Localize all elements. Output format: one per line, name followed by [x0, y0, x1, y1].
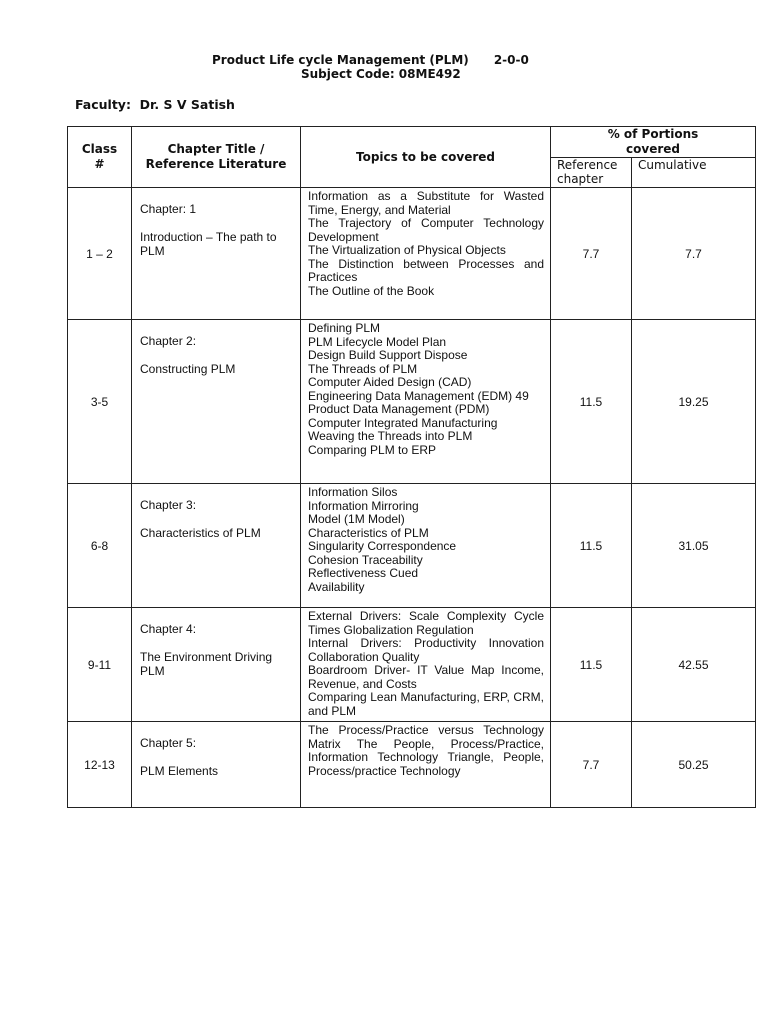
chapter-title: Characteristics of PLM: [140, 526, 261, 540]
class-number: 3-5: [68, 320, 132, 484]
topic-item: Reflectiveness Cued: [308, 566, 419, 580]
subject-code: Subject Code: 08ME492: [301, 67, 461, 81]
reference-value: 7.7: [551, 722, 632, 808]
chapter-label: Chapter: 1: [140, 202, 197, 216]
topic-item: PLM Lifecycle Model Plan: [308, 334, 447, 349]
chapter-cell: [132, 320, 301, 484]
topics-cell: [301, 608, 551, 722]
reference-value: 11.5: [551, 484, 632, 608]
cumulative-value: 19.25: [632, 320, 756, 484]
table-row: [68, 484, 756, 608]
class-number: 12-13: [68, 722, 132, 808]
cumulative-value: 42.55: [632, 608, 756, 722]
chapter-title: PLM Elements: [140, 764, 219, 778]
topics-cell: [301, 188, 551, 320]
cumulative-value: 31.05: [632, 484, 756, 608]
reference-value: 7.7: [551, 188, 632, 320]
chapter-title: Constructing PLM: [140, 362, 236, 376]
table-row: [68, 608, 756, 722]
chapter-label: Chapter 2:: [140, 334, 197, 348]
chapter-label: Chapter 3:: [140, 498, 197, 512]
topic-item: The Outline of the Book: [308, 283, 435, 298]
topic-item: The Trajectory of Computer Technology Development: [308, 216, 544, 244]
header-cumulative: Cumulative: [632, 158, 756, 188]
topics-cell: [301, 484, 551, 608]
table-row: [68, 188, 756, 320]
chapter-cell: [132, 722, 301, 808]
topic-item: Design Build Support Dispose: [308, 348, 468, 362]
topics-cell: [301, 320, 551, 484]
topic-item: Characteristics of PLM: [308, 525, 429, 540]
class-number: 9-11: [68, 608, 132, 722]
cumulative-value: 7.7: [632, 188, 756, 320]
topic-item: Information as a Substitute for Wasted Time, Energy, and Material: [308, 189, 544, 217]
chapter-label: Chapter 5:: [140, 736, 197, 750]
topic-item: Weaving the Threads into PLM: [308, 429, 473, 443]
topic-item: Information Silos: [308, 485, 398, 499]
topic-item: Defining PLM: [308, 321, 381, 335]
reference-value: 11.5: [551, 608, 632, 722]
syllabus-table: [67, 126, 756, 808]
chapter-cell: [132, 188, 301, 320]
topic-item: Product Data Management (PDM): [308, 402, 490, 416]
header-portions: % of Portions covered: [551, 127, 756, 158]
topics-cell: [301, 722, 551, 808]
topic-item: Computer Aided Design (CAD): [308, 375, 472, 389]
topic-item: Information Mirroring: [308, 498, 419, 513]
topic-item: The Distinction between Processes and Practices: [308, 256, 544, 284]
topic-item: Comparing Lean Manufacturing, ERP, CRM, and PLM: [308, 690, 544, 718]
header-topics: Topics to be covered: [301, 127, 551, 188]
reference-value: 11.5: [551, 320, 632, 484]
topic-item: The Virtualization of Physical Objects: [308, 243, 506, 257]
topic-item: Computer Integrated Manufacturing: [308, 415, 498, 430]
topic-item: Availability: [308, 579, 365, 594]
topic-item: Singularity Correspondence: [308, 539, 457, 553]
topic-item: Cohesion Traceability: [308, 552, 423, 567]
topic-item: The Threads of PLM: [308, 361, 418, 376]
document-title: Product Life cycle Management (PLM) 2-0-0: [212, 53, 529, 67]
topic-item: Boardroom Driver- IT Value Map Income, Revenue, and Costs: [308, 663, 544, 691]
topic-item: The Process/Practice versus Technology Matrix The People, Process/Practice, Information Technology Triangle, People, Process/practice Technology: [308, 723, 544, 778]
chapter-label: Chapter 4:: [140, 622, 197, 636]
cumulative-value: 50.25: [632, 722, 756, 808]
table-row: [68, 320, 756, 484]
chapter-cell: [132, 608, 301, 722]
header-chapter: Chapter Title / Reference Literature: [132, 127, 301, 188]
header-reference: Reference chapter: [551, 158, 632, 188]
topic-item: External Drivers: Scale Complexity Cycle Times Globalization Regulation: [308, 609, 544, 637]
topic-item: Model (1M Model): [308, 512, 405, 526]
topic-item: Comparing PLM to ERP: [308, 442, 437, 457]
class-number: 6-8: [68, 484, 132, 608]
chapter-title: Introduction – The path to PLM: [140, 230, 277, 258]
chapter-title: The Environment Driving PLM: [140, 650, 273, 678]
topic-item: Engineering Data Management (EDM) 49: [308, 388, 529, 403]
header-class: Class #: [68, 127, 132, 188]
class-number: 1 – 2: [68, 188, 132, 320]
topic-item: Internal Drivers: Productivity Innovation Collaboration Quality: [308, 636, 544, 664]
table-row: [68, 722, 756, 808]
chapter-cell: [132, 484, 301, 608]
faculty-line: Faculty: Dr. S V Satish: [75, 97, 235, 112]
